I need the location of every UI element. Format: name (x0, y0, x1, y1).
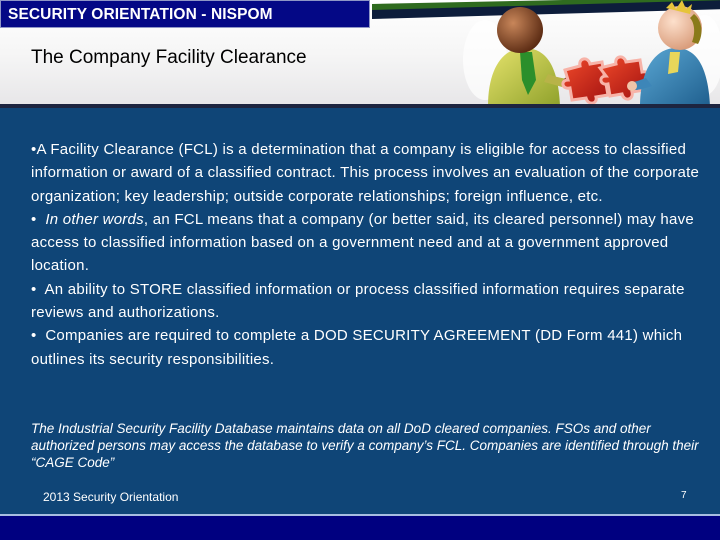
bullet-item (31, 324, 701, 371)
slide-title: The Company Facility Clearance (31, 47, 307, 68)
slide-body (31, 138, 701, 371)
bullet-marker: • (31, 327, 46, 345)
bullet-item (31, 208, 701, 278)
slide-header (0, 0, 720, 106)
bullet-text: An ability to STORE classified information or process classified information requires separate reviews and authorizations. (31, 280, 685, 322)
bottom-bar (0, 514, 720, 540)
bullet-item (31, 138, 701, 208)
bullet-item (31, 278, 701, 325)
bullet-text: Companies are required to complete a DOD SECURITY AGREEMENT (DD Form 441) which outlines its security responsibilities. (31, 327, 683, 368)
page-number: 7 (681, 490, 687, 501)
section-tag: SECURITY ORIENTATION - NISPOM (0, 0, 370, 28)
bullet-text: A Facility Clearance (FCL) is a determination that a company is eligible for access to classified information or award of a classified contract. This process involves an evaluation of the corporate organization; key leadership; outside corporate relationships; foreign influence, etc. (31, 141, 700, 205)
bullet-text: , an FCL means that a company (or better said, its cleared personnel) may have access to classified information based on a government need and at a government approved location. (31, 210, 694, 275)
footer-caption: 2013 Security Orientation (43, 490, 179, 504)
bullet-marker: • (31, 280, 45, 298)
bullet-emphasis: In other words (45, 210, 144, 228)
database-note: The Industrial Security Facility Database maintains data on all DoD cleared companies. FSOs and other authorized persons may access the database to verify a company’s FCL. Companies are identified through their “CAGE Code” (31, 421, 699, 470)
bullet-marker: • (31, 141, 37, 158)
people-puzzle-illustration-icon (440, 0, 720, 106)
bullet-marker: • (31, 210, 46, 228)
header-divider (0, 104, 720, 108)
